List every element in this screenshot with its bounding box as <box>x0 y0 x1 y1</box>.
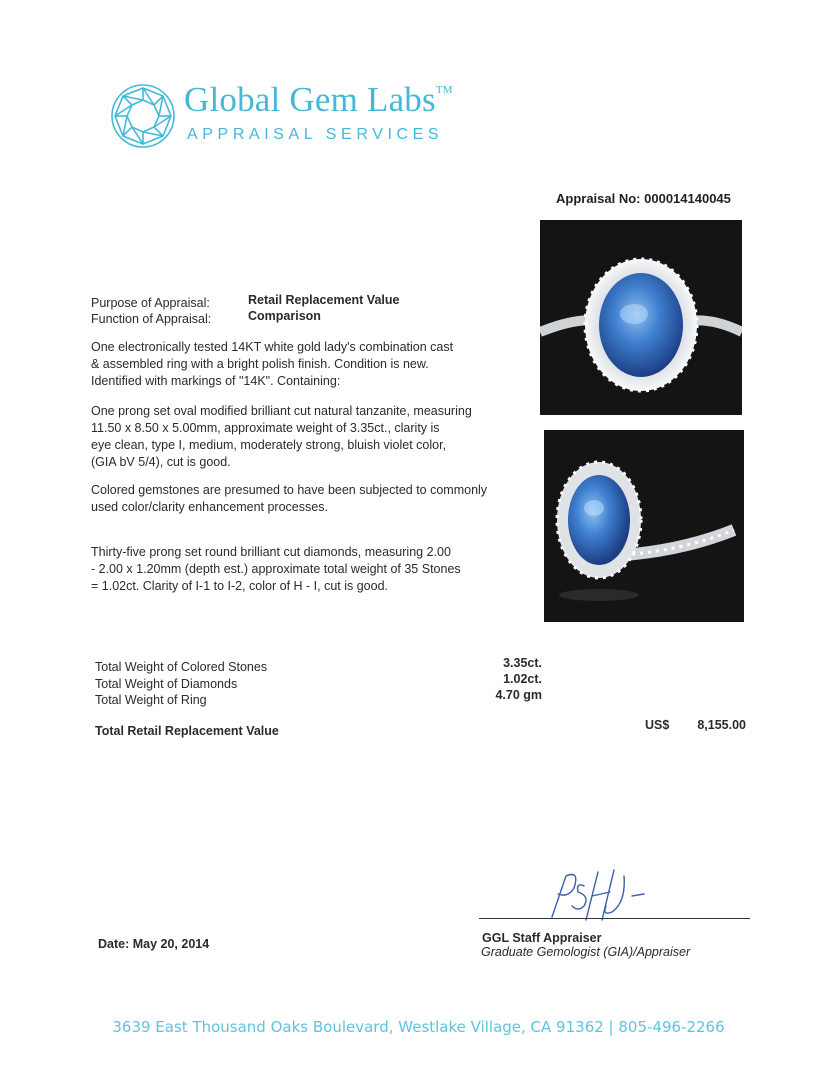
brand-name-text: Global Gem Labs <box>184 80 436 119</box>
tanzanite-description <box>91 403 472 471</box>
signature-line <box>479 918 750 919</box>
appraisal-number: Appraisal No: 000014140045 <box>556 191 731 206</box>
purpose-label: Purpose of Appraisal: <box>91 296 210 310</box>
total-retail-value: 8,155.00 <box>697 718 746 732</box>
currency-label: US$ <box>645 718 670 732</box>
description-line: One prong set oval modified brilliant cut natural tanzanite, measuring <box>91 404 472 418</box>
signer-title: Graduate Gemologist (GIA)/Appraiser <box>481 945 691 959</box>
description-line: = 1.02ct. Clarity of I-1 to I-2, color of H - I, cut is good. <box>91 579 388 593</box>
ring-angle-photo <box>544 430 744 622</box>
ring-front-photo <box>540 220 742 415</box>
description-line: eye clean, type I, medium, moderately strong, bluish violet color, <box>91 438 447 452</box>
total-diamonds-value: 1.02ct. <box>503 672 542 686</box>
description-line: 11.50 x 8.50 x 5.00mm, approximate weight of 3.35ct., clarity is <box>91 421 440 435</box>
footer-address: 3639 East Thousand Oaks Boulevard, Westlake Village, CA 91362 | 805-496-2266 <box>112 1018 725 1036</box>
purpose-value: Retail Replacement Value <box>248 293 400 307</box>
description-line: One electronically tested 14KT white gold lady's combination cast <box>91 340 454 354</box>
description-line: Thirty-five prong set round brilliant cut diamonds, measuring 2.00 <box>91 545 451 559</box>
total-diamonds-label: Total Weight of Diamonds <box>95 677 238 691</box>
description-line: Identified with markings of "14K". Containing: <box>91 374 341 388</box>
description-line: - 2.00 x 1.20mm (depth est.) approximate total weight of 35 Stones <box>91 562 461 576</box>
total-colored-value: 3.35ct. <box>503 656 542 670</box>
brand-name <box>184 80 453 120</box>
ring-description <box>91 339 453 390</box>
function-label: Function of Appraisal: <box>91 312 212 326</box>
function-value: Comparison <box>248 309 321 323</box>
total-colored-label: Total Weight of Colored Stones <box>95 660 268 674</box>
colored-stones-note <box>91 482 487 516</box>
handwritten-signature <box>540 862 650 922</box>
description-line: used color/clarity enhancement processes. <box>91 500 328 514</box>
appraisal-date: Date: May 20, 2014 <box>98 937 210 951</box>
signer-name: GGL Staff Appraiser <box>482 931 602 945</box>
trademark-mark: TM <box>435 84 453 96</box>
brand-tagline: APPRAISAL SERVICES <box>187 126 444 143</box>
description-line: Colored gemstones are presumed to have been subjected to commonly <box>91 483 488 497</box>
diamonds-description <box>91 544 461 595</box>
total-retail-label: Total Retail Replacement Value <box>95 724 279 738</box>
total-ring-label: Total Weight of Ring <box>95 693 207 707</box>
gem-outline-icon <box>110 83 176 149</box>
description-line: & assembled ring with a bright polish finish. Condition is new. <box>91 357 429 371</box>
description-line: (GIA bV 5/4), cut is good. <box>91 455 231 469</box>
total-ring-value: 4.70 gm <box>495 688 542 702</box>
